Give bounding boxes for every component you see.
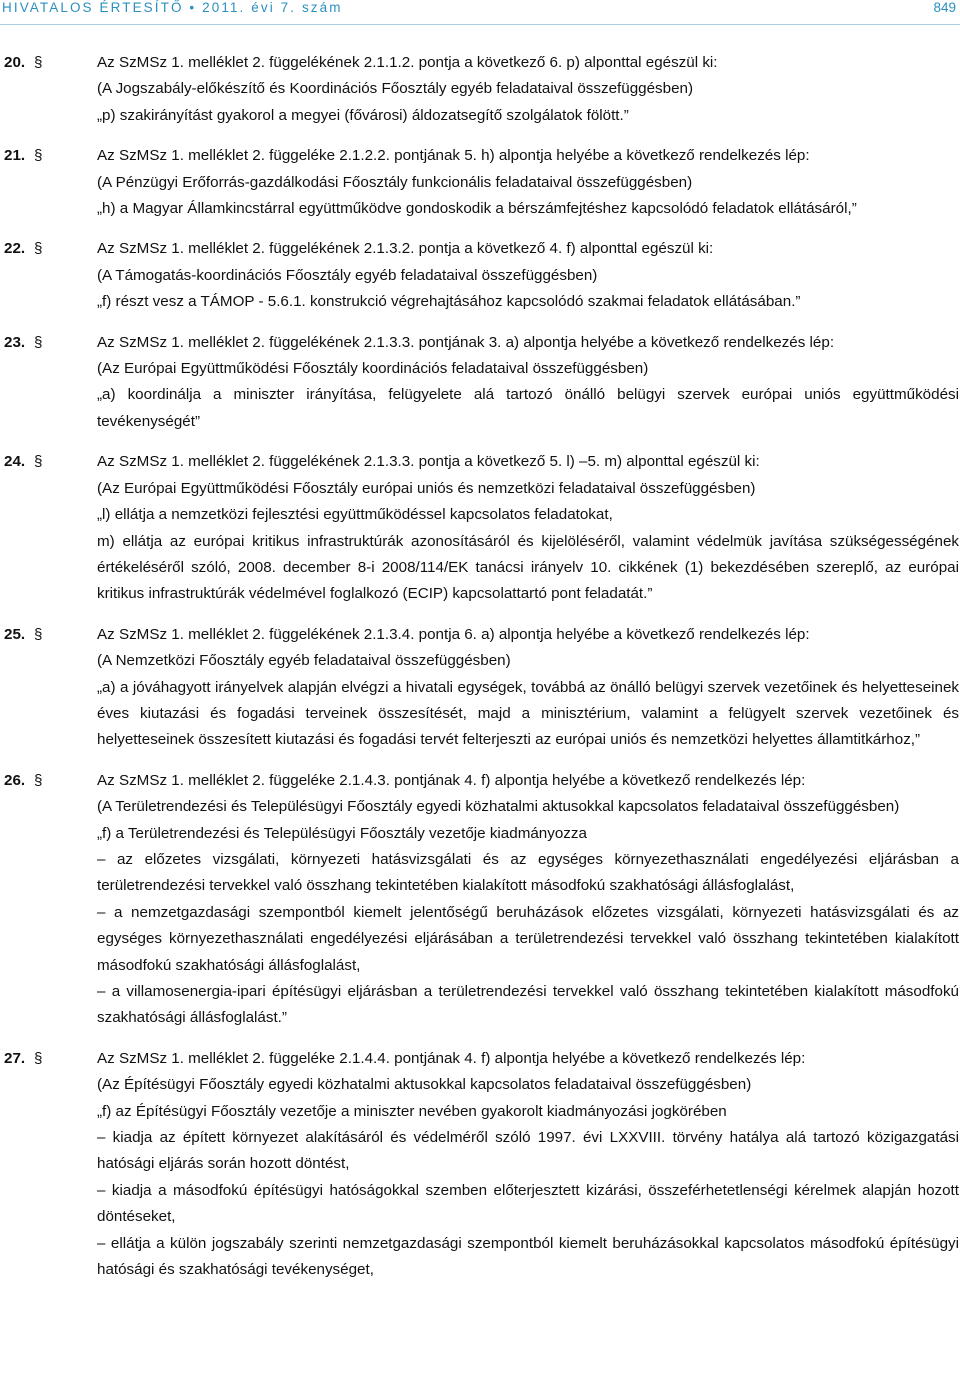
- section-line: Az SzMSz 1. melléklet 2. függelékének 2.1.3.2. pontja a következő 4. f) alponttal egészül ki:: [97, 240, 714, 258]
- page-number: 849: [933, 0, 956, 15]
- section-25: [0, 622, 960, 754]
- section-body: [97, 449, 959, 607]
- dash-list-item: – kiadja az épített környezet alakításáról és védelméről szóló 1997. évi LXXVIII. törvény hatálya alá tartozó közigazgatási hatósági eljárás során hozott döntést,: [97, 1129, 959, 1173]
- section-line: (Az Európai Együttműködési Főosztály koordinációs feladataival összefüggésben): [97, 360, 649, 378]
- section-line: Az SzMSz 1. melléklet 2. függelékének 2.1.3.3. pontja a következő 5. l) –5. m) alponttal egészül ki:: [97, 453, 760, 471]
- section-26: [0, 768, 960, 1032]
- section-number: 21.: [4, 147, 26, 165]
- section-line: (A Nemzetközi Főosztály egyéb feladataival összefüggésben): [97, 652, 511, 670]
- section-paragraph: (A Területrendezési és Településügyi Főosztály egyedi közhatalmi aktusokkal kapcsolatos feladataival összefüggésben): [97, 798, 900, 816]
- section-body: [97, 50, 959, 129]
- section-sign: §: [34, 625, 43, 643]
- dash-list-item: – kiadja a másodfokú építésügyi hatóságokkal szemben előterjesztett kizárási, összeférhetetlenségi kérelmek alapján hozott döntéseket,: [97, 1181, 959, 1226]
- section-number: 23.: [4, 333, 26, 351]
- section-sign: §: [34, 771, 43, 789]
- section-number: 27.: [4, 1049, 26, 1067]
- section-paragraph: „a) koordinálja a miniszter irányítása, felügyelete alá tartozó önálló belügyi szervek európai uniós együttműködési tevékenységét”: [97, 386, 959, 430]
- page-header: [0, 0, 960, 25]
- dash-list-item: – ellátja a külön jogszabály szerinti nemzetgazdasági szempontból kiemelt beruházásokkal kapcsolatos másodfokú építésügyi hatósági és szakhatósági tevékenységet,: [97, 1234, 959, 1279]
- section-sign: §: [34, 240, 43, 258]
- section-paragraph: „a) a jóváhagyott irányelvek alapján elvégzi a hivatali egységek, továbbá az önálló belügyi szervek vezetőinek és helyetteseinek éves kiutazási és fogadási terveinek összesítését, majd a minisztérium, valamint a felügyelt szervek vezetőinek és helyetteseinek összesített kiutazási és fogadási tervét felterjeszti az európai uniós és nemzetközi helyettes államtitkárhoz,”: [97, 678, 959, 749]
- section-line: (A Jogszabály-előkészítő és Koordinációs Főosztály egyéb feladataival összefüggésben): [97, 80, 694, 98]
- section-24: [0, 449, 960, 607]
- section-line: „f) a Területrendezési és Településügyi Főosztály vezetője kiadmányozza: [97, 824, 587, 842]
- section-body: [97, 236, 959, 315]
- section-line: „f) az Építésügyi Főosztály vezetője a miniszter nevében gyakorolt kiadmányozási jogkörében: [97, 1102, 727, 1120]
- section-sign: §: [34, 54, 43, 71]
- section-line: (Az Európai Együttműködési Főosztály európai uniós és nemzetközi feladataival összefüggésben): [97, 479, 756, 497]
- section-23: [0, 330, 960, 436]
- section-line: (A Pénzügyi Erőforrás-gazdálkodási Főosztály funkcionális feladataival összefüggésben): [97, 173, 693, 191]
- document-body: [0, 50, 960, 1283]
- section-line: Az SzMSz 1. melléklet 2. függelékének 2.1.3.3. pontjának 3. a) alpontja helyébe a következő rendelkezés lép:: [97, 333, 835, 351]
- section-body: [97, 1046, 959, 1284]
- section-number: 24.: [4, 453, 26, 471]
- section-sign: §: [34, 453, 43, 471]
- section-line: Az SzMSz 1. melléklet 2. függeléke 2.1.4.3. pontjának 4. f) alpontja helyébe a következő rendelkezés lép:: [97, 771, 806, 789]
- publication-title: HIVATALOS ÉRTESÍTŐ • 2011. évi 7. szám: [2, 0, 343, 15]
- section-body: [97, 768, 959, 1032]
- section-sign: §: [34, 333, 43, 351]
- section-20: [0, 50, 960, 129]
- section-line: Az SzMSz 1. melléklet 2. függeléke 2.1.4.4. pontjának 4. f) alpontja helyébe a következő rendelkezés lép:: [97, 1049, 806, 1067]
- section-paragraph: m) ellátja az európai kritikus infrastruktúrák azonosításáról és kijelöléséről, valamint védelmük javítása szükségességének értékeléséről szóló, 2008. december 8-i 2008/114/EK tanácsi irányelv 10. cikkének (1) bekezdésében szereplő, az európai kritikus infrastruktúrák védelmével foglalkozó (ECIP) kapcsolattartó pont feladatát.”: [97, 532, 959, 603]
- dash-list-item: – az előzetes vizsgálati, környezeti hatásvizsgálati és az egységes környezethasználati engedélyezési eljárásban a területrendezési tervekkel való összhang tekintetében kialakított másodfokú szakhatósági állásfoglalást,: [97, 850, 959, 895]
- section-22: [0, 236, 960, 315]
- section-line: „l) ellátja a nemzetközi fejlesztési együttműködéssel kapcsolatos feladatokat,: [97, 506, 613, 524]
- section-number: 26.: [4, 771, 26, 789]
- section-line: „h) a Magyar Államkincstárral együttműködve gondoskodik a bérszámfejtéshez kapcsolódó feladatok ellátásáról,”: [97, 200, 857, 218]
- section-number: 22.: [4, 240, 26, 258]
- section-sign: §: [34, 1049, 43, 1067]
- section-sign: §: [34, 147, 43, 165]
- section-line: Az SzMSz 1. melléklet 2. függelékének 2.1.3.4. pontja 6. a) alpontja helyébe a következő rendelkezés lép:: [97, 625, 810, 643]
- section-line: Az SzMSz 1. melléklet 2. függeléke 2.1.2.2. pontjának 5. h) alpontja helyébe a következő rendelkezés lép:: [97, 147, 810, 165]
- section-line: „p) szakirányítást gyakorol a megyei (fővárosi) áldozatsegítő szolgálatok fölött.”: [97, 106, 629, 124]
- section-line: (Az Építésügyi Főosztály egyedi közhatalmi aktusokkal kapcsolatos feladataival összefüggésben): [97, 1076, 752, 1094]
- section-body: [97, 330, 959, 436]
- section-line: (A Támogatás-koordinációs Főosztály egyéb feladataival összefüggésben): [97, 266, 598, 284]
- dash-list-item: – a nemzetgazdasági szempontból kiemelt jelentőségű beruházások előzetes vizsgálati, környezeti hatásvizsgálati és az egységes környezethasználati engedélyezési eljárásában a területrendezési tervekkel való összhang tekintetében kialakított másodfokú szakhatósági állásfoglalást,: [97, 903, 959, 974]
- section-number: 20.: [4, 54, 26, 71]
- section-body: [97, 143, 959, 222]
- section-27: [0, 1046, 960, 1284]
- section-body: [97, 622, 959, 754]
- section-line: Az SzMSz 1. melléklet 2. függelékének 2.1.1.2. pontja a következő 6. p) alponttal egészül ki:: [97, 54, 718, 71]
- section-number: 25.: [4, 625, 26, 643]
- dash-list-item: – a villamosenergia-ipari építésügyi eljárásban a területrendezési tervekkel való összhang tekintetében kialakított másodfokú szakhatósági állásfoglalást.”: [97, 983, 959, 1027]
- section-line: „f) részt vesz a TÁMOP - 5.6.1. konstrukció végrehajtásához kapcsolódó szakmai feladatok ellátásában.”: [97, 293, 801, 311]
- section-21: [0, 143, 960, 222]
